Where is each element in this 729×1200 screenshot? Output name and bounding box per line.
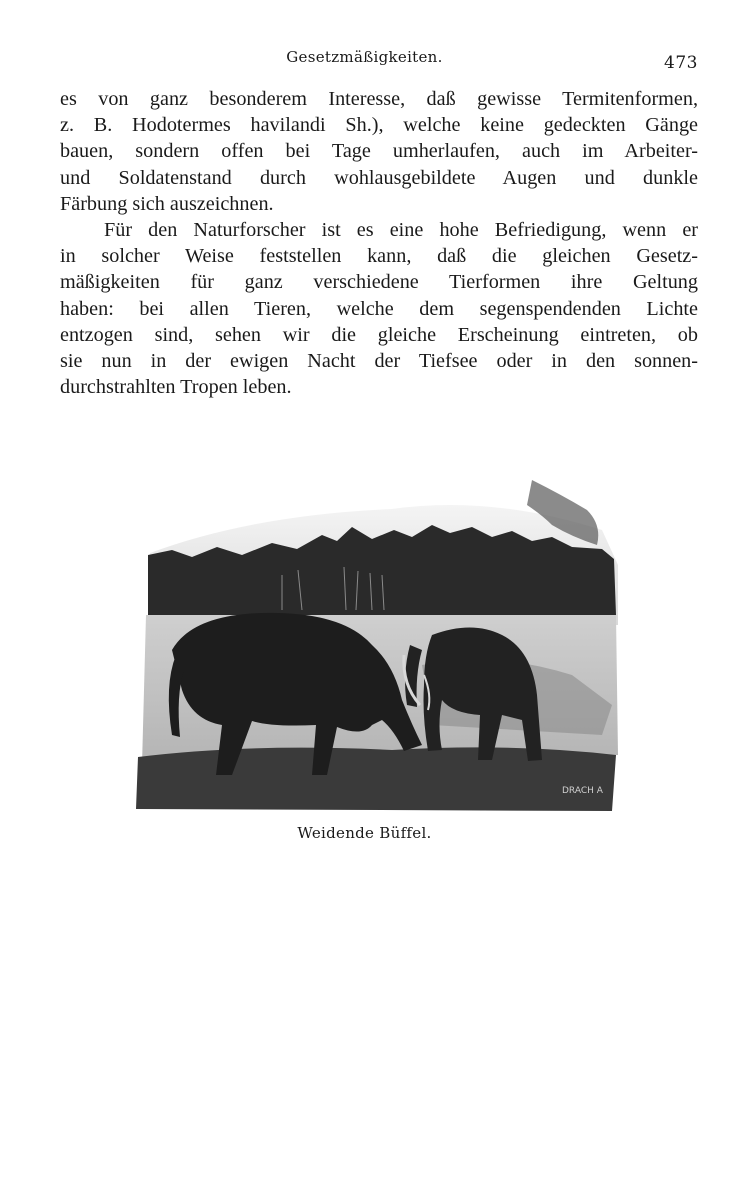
text-line: und Soldatenstand durch wohlausgebildete Augen und dunkle [60, 166, 698, 189]
text-line: Färbung sich auszeichnen. [60, 192, 274, 215]
text-line: haben: bei allen Tieren, welche dem segenspendenden Lichte [60, 297, 698, 320]
paragraph-2 [60, 217, 698, 400]
text-line: es von ganz besonderem Interesse, daß gewisse Termitenformen, [60, 88, 698, 110]
text-line: mäßigkeiten für ganz verschiedene Tierformen ihre Geltung [60, 271, 698, 294]
text-line: Für den Naturforscher ist es eine hohe Befriedigung, wenn er [104, 219, 698, 242]
text-line: durchstrahlten Tropen leben. [60, 376, 292, 399]
running-head: Gesetzmäßigkeiten. [286, 48, 443, 66]
photographer-mark: DRACH A [562, 786, 603, 796]
text-line: bauen, sondern offen bei Tage umherlaufen, auch im Arbeiter- [60, 140, 698, 163]
buffalo-photograph [132, 475, 620, 815]
grass-ground [136, 747, 616, 811]
text-line: sie nun in der ewigen Nacht der Tiefsee oder in den sonnen- [60, 350, 698, 373]
page-number: 473 [664, 53, 698, 73]
photo-illustration [132, 475, 620, 815]
body-text [60, 86, 698, 400]
figure-caption: Weidende Büffel. [297, 824, 432, 842]
text-line: z. B. Hodotermes havilandi Sh.), welche keine gedeckten Gänge [60, 114, 698, 137]
text-line: entzogen sind, sehen wir die gleiche Erscheinung eintreten, ob [60, 323, 698, 346]
paragraph-1 [60, 86, 698, 217]
text-line: in solcher Weise feststellen kann, daß die gleichen Gesetz- [60, 245, 698, 268]
